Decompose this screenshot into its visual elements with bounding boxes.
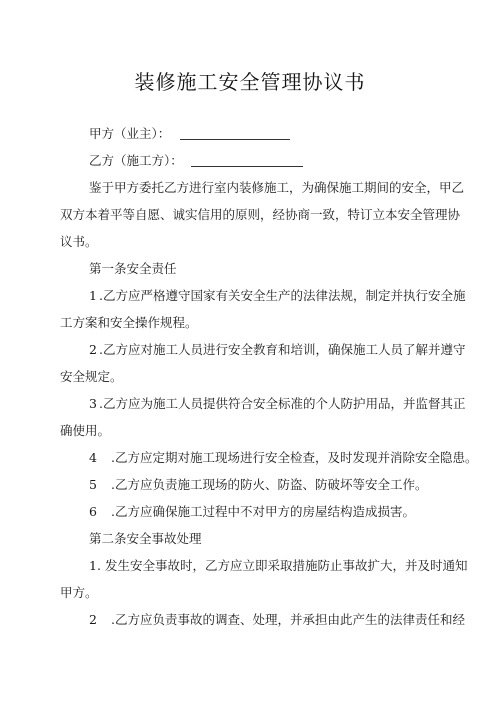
- article-1-item-1: [89, 288, 465, 304]
- preamble-line-1: 鉴于甲方委托乙方进行室内装修施工，为确保施工期间的安全，甲乙: [89, 180, 465, 195]
- item-text: .乙方应负责事故的调查、处理，并承担由此产生的法律责任和经: [111, 612, 465, 627]
- document-title: 装修施工安全管理协议书: [134, 70, 366, 94]
- item-text: .乙方应严格遵守国家有关安全生产的法律法规，制定并执行安全施: [99, 288, 466, 303]
- party-a-label: 甲方（业主）：: [89, 126, 171, 141]
- article-2-item-2: [89, 612, 465, 628]
- party-b-label: 乙方（施工方）：: [89, 153, 183, 168]
- article-2-heading: 第二条安全事故处理: [89, 531, 202, 546]
- article-1-item-2: [89, 342, 465, 358]
- item-text: .乙方应负责施工现场的防火、防盗、防破坏等安全工作。: [111, 477, 428, 492]
- item-text: .乙方应定期对施工现场进行安全检查，及时发现并消除安全隐患。: [111, 450, 478, 465]
- item-text: .乙方应确保施工过程中不对甲方的房屋结构造成损害。: [111, 504, 415, 519]
- article-2-item-1: [89, 558, 467, 574]
- party-b-row: [89, 153, 303, 169]
- item-number: 1: [89, 558, 97, 573]
- article-1-item-4: [89, 450, 477, 466]
- item-text: . 发生安全事故时，乙方应立即采取措施防止事故扩大，并及时通知: [97, 558, 468, 573]
- article-2-item-1-cont: 甲方。: [60, 585, 98, 600]
- party-a-row: [89, 126, 290, 142]
- article-1-item-5: [89, 477, 427, 493]
- article-1-item-2-cont: 安全规定。: [60, 369, 123, 384]
- party-b-blank: [191, 154, 303, 167]
- item-number: 3: [89, 396, 97, 411]
- article-1-heading: 第一条安全责任: [89, 261, 177, 276]
- party-a-blank: [180, 127, 290, 140]
- item-number: 2: [89, 612, 97, 627]
- preamble-line-2: 双方本着平等自愿、诚实信用的原则，经协商一致，特订立本安全管理协: [60, 207, 461, 222]
- item-text: .乙方应对施工人员进行安全教育和培训，确保施工人员了解并遵守: [99, 342, 466, 357]
- item-number: 5: [89, 477, 97, 492]
- article-1-item-3-cont: 确使用。: [60, 423, 111, 438]
- article-1-item-1-cont: 工方案和安全操作规程。: [60, 315, 198, 330]
- item-number: 4: [89, 450, 97, 465]
- preamble-line-3: 议书。: [60, 234, 98, 249]
- item-text: .乙方应为施工人员提供符合安全标准的个人防护用品，并监督其正: [99, 396, 466, 411]
- item-number: 2: [89, 342, 97, 357]
- article-1-item-3: [89, 396, 465, 412]
- item-number: 6: [89, 504, 97, 519]
- item-number: 1: [89, 288, 97, 303]
- article-1-item-6: [89, 504, 415, 520]
